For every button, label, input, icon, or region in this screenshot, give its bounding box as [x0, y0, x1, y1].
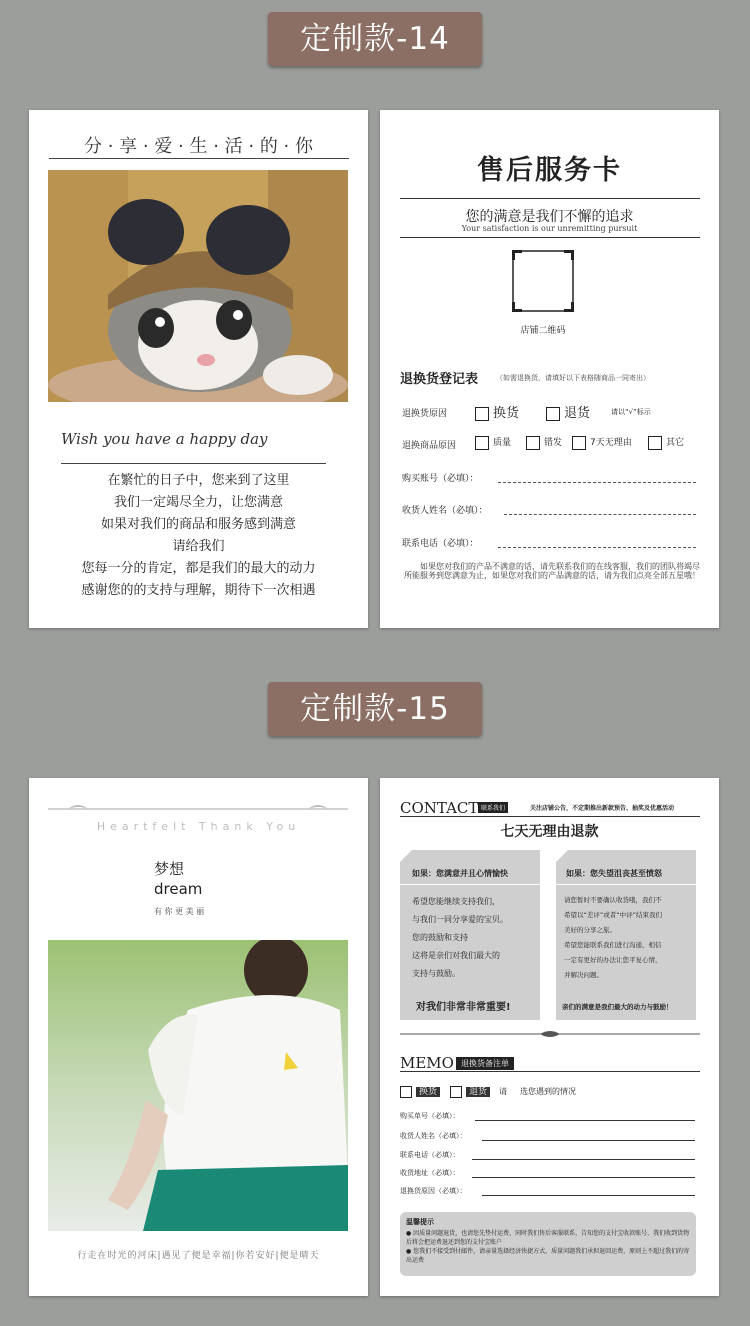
- phone-label: 联系电话（必填）：: [400, 1151, 460, 1159]
- choose-label: 选您遇到的情况: [520, 1087, 576, 1096]
- contact-badge: 联系我们: [478, 802, 508, 813]
- ornament-divider: [400, 1028, 700, 1040]
- memo-heading: MEMO: [400, 1054, 454, 1072]
- disappointed-panel: [556, 850, 696, 1020]
- dream-footer: 行走在时光的河床|遇见了便是幸福|你若安好|便是晴天: [77, 1251, 320, 1261]
- thanks-heading: Heartfelt Thank You: [96, 820, 301, 833]
- phone-field[interactable]: [472, 1159, 695, 1160]
- panel-bold: 对我们非常非常重要!: [416, 1002, 511, 1013]
- product-reason-label: 退换商品原因: [402, 441, 457, 451]
- refund-title: 七天无理由退款: [500, 824, 599, 840]
- account-field[interactable]: [498, 482, 696, 483]
- please-label: 请: [499, 1087, 507, 1096]
- slogan: 您的满意是我们不懈的追求: [465, 209, 634, 225]
- option-seven-days[interactable]: 7天无理由: [572, 435, 632, 450]
- option-other[interactable]: 其它: [648, 435, 684, 450]
- divider: [61, 463, 326, 464]
- girl-photo: [48, 940, 348, 1231]
- option-return[interactable]: 退货: [546, 402, 590, 421]
- qr-placeholder: [512, 250, 574, 312]
- option-exchange[interactable]: 换货: [400, 1084, 440, 1098]
- checkbox-icon[interactable]: [572, 436, 586, 450]
- reason-field[interactable]: [482, 1195, 695, 1196]
- tips-text: [406, 1229, 692, 1265]
- reason-label: 退换货原因（必填）：: [400, 1187, 467, 1195]
- tips-box: [400, 1212, 696, 1276]
- dream-sub: 有 你 更 美 丽: [154, 907, 205, 916]
- satisfied-panel: [400, 850, 540, 1020]
- tip-item: ● 您我们不接受到付邮件，请亲量选择经济快捷方式，质量问题我们承担退回运费，原则上不超过我们的寄出运费: [406, 1248, 690, 1264]
- receiver-label: 收货人姓名（必填）：: [402, 506, 488, 516]
- order-label: 购买单号（必填）：: [400, 1112, 460, 1120]
- order-field[interactable]: [475, 1120, 695, 1121]
- option-wrong[interactable]: 错发: [526, 435, 562, 450]
- option-quality[interactable]: 质量: [475, 435, 511, 450]
- message-line: 在繁忙的日子中，您来到了这里: [107, 473, 290, 488]
- tip-item: ● 因质量问题退货，也请您先垫付运费，同时我们售后客服联系，告知您的支付宝收款账号，我们收到货物后将会把运费退还到您的支付宝账户: [406, 1230, 690, 1246]
- dream-cn: 梦想: [154, 860, 185, 878]
- checkbox-icon[interactable]: [475, 407, 489, 421]
- script-line: Wish you have a happy day: [61, 430, 268, 448]
- divider: [400, 198, 700, 199]
- qr-label: 店铺二维码: [520, 326, 566, 336]
- contact-heading: CONTACT: [400, 799, 479, 817]
- contact-note: 关注店铺公告，不定期推出新款预告、抽奖及优惠活动: [530, 805, 675, 812]
- checkbox-icon[interactable]: [648, 436, 662, 450]
- divider: [49, 158, 349, 159]
- divider: [400, 884, 540, 885]
- after-sales-card: [380, 110, 719, 628]
- account-label: 购买账号（必填）：: [402, 474, 479, 484]
- panel-text: 希望您能继续支持我们， 与我们一同分享爱的宝贝。 您的鼓励和支持 这将是亲们对我们最大的 支持与鼓励。: [412, 897, 508, 978]
- corner-fold: [400, 850, 412, 862]
- phone-field[interactable]: [498, 547, 696, 548]
- slogan-en: Your satisfaction is our unremitting pursuit: [461, 224, 638, 233]
- greeting-message: [29, 470, 368, 602]
- checkbox-icon[interactable]: [450, 1086, 462, 1098]
- message-line: 您每一分的肯定，都是我们的最大的动力: [81, 561, 316, 576]
- checkbox-icon[interactable]: [546, 407, 560, 421]
- reason-label: 退换货原因: [402, 409, 448, 419]
- panel-head: 如果：您失望沮丧甚至愤怒: [566, 869, 662, 878]
- ornament-divider: [48, 800, 348, 816]
- message-line: 如果对我们的商品和服务感到满意: [100, 517, 296, 532]
- divider: [400, 816, 700, 817]
- tick-note: 请以“√”标示: [611, 408, 651, 416]
- footer-note: 如果您对我们的产品不满意的话，请先联系我们的在线客服，我们的团队将竭尽所能服务到您满意为止，如果您对我们的产品满意的话，请为我们点亮全部五星哦！: [404, 562, 700, 580]
- checkbox-icon[interactable]: [475, 436, 489, 450]
- card-heading: 分 · 享 · 爱 · 生 · 活 · 的 · 你: [84, 136, 313, 157]
- panel-text: 请您暂时不要确认收货哦，我们不 希望以“差评”或者“中评”结束我们 美好的分享之旅。 希望您能联系我们进行沟通，相信 一定有更好的办法让您平复心情， 并解决问题。: [564, 896, 662, 979]
- panel-bold: 亲们的满意是我们最大的动力与鼓励！: [562, 1003, 673, 1011]
- dream-en: dream: [154, 880, 203, 898]
- greeting-card: [29, 110, 368, 628]
- address-field[interactable]: [472, 1177, 695, 1178]
- corner-fold: [556, 850, 568, 862]
- message-line: 感谢您的的支持与理解，期待下一次相遇: [81, 583, 316, 598]
- checkbox-icon[interactable]: [526, 436, 540, 450]
- receiver-field[interactable]: [504, 514, 696, 515]
- refund-card: [380, 778, 719, 1296]
- panel-head: 如果：您满意并且心情愉快: [412, 869, 508, 878]
- cat-photo: [48, 170, 348, 402]
- divider: [556, 884, 696, 885]
- dream-card: [29, 778, 368, 1296]
- style-14-banner: 定制款-14: [268, 12, 482, 66]
- divider: [400, 1071, 700, 1072]
- form-title: 退换货登记表: [400, 372, 479, 387]
- memo-badge: 退换货备注单: [456, 1057, 514, 1070]
- receiver-field[interactable]: [482, 1140, 695, 1141]
- checkbox-icon[interactable]: [400, 1086, 412, 1098]
- message-line: 请给我们: [172, 539, 225, 554]
- address-label: 收货地址（必填）：: [400, 1169, 460, 1177]
- receiver-label: 收货人姓名（必填）：: [400, 1132, 467, 1140]
- tips-title: 温馨提示: [406, 1218, 434, 1226]
- message-line: 我们一定竭尽全力，让您满意: [113, 495, 283, 510]
- style-15-banner: 定制款-15: [268, 682, 482, 736]
- phone-label: 联系电话（必填）：: [402, 539, 479, 549]
- divider: [400, 237, 700, 238]
- form-note: （如需退换货，请填好以下表格随商品一同寄出）: [496, 374, 650, 382]
- card-title: 售后服务卡: [477, 155, 622, 186]
- option-exchange[interactable]: 换货: [475, 402, 519, 421]
- option-return[interactable]: 退货: [450, 1084, 490, 1098]
